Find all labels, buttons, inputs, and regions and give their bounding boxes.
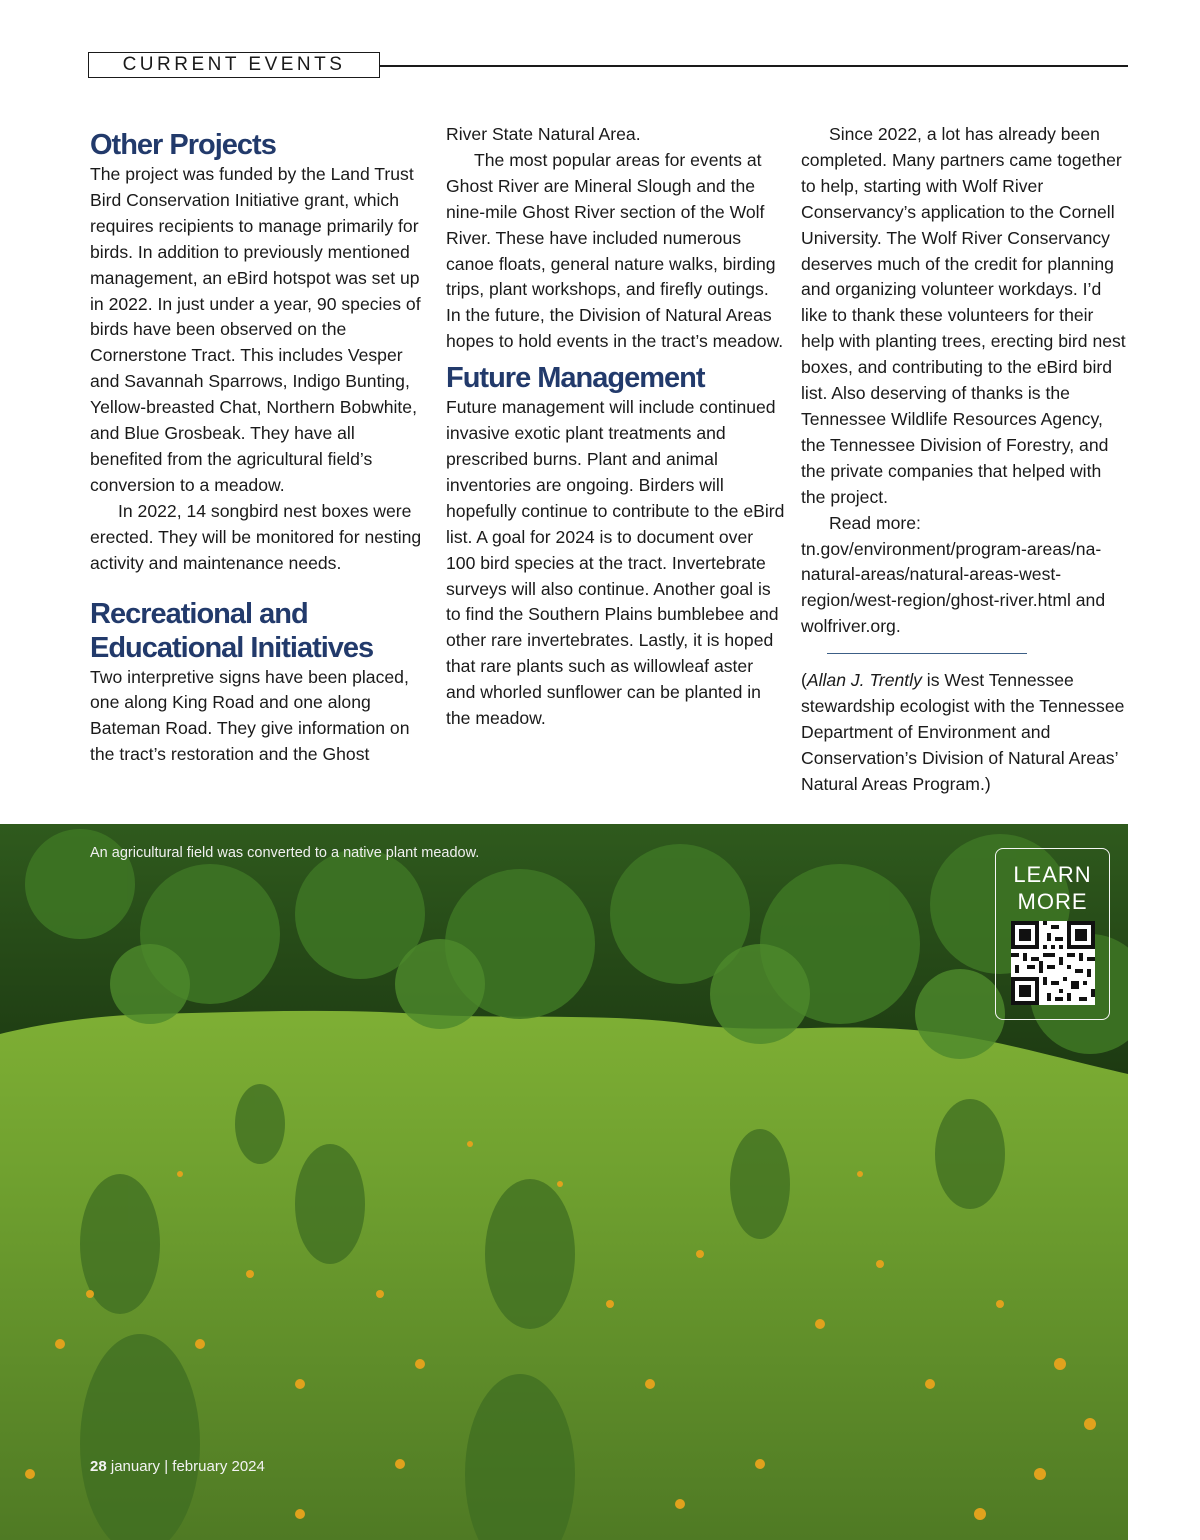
- paragraph: Two interpretive signs have been placed, one along King Road and one along Bateman Road. They give information on the tract’s restoration and the Ghost: [90, 666, 410, 765]
- paragraph: In 2022, 14 songbird nest boxes were erected. They will be monitored for nesting activity and maintenance needs.: [90, 500, 422, 573]
- learn-more-label: LEARN MORE: [1013, 862, 1092, 914]
- photo-caption: An agricultural field was converted to a native plant meadow.: [90, 845, 480, 861]
- heading-other-projects: Other Projects: [90, 129, 276, 161]
- section-header: [88, 52, 380, 78]
- issue-date: january | february 2024: [110, 1458, 265, 1475]
- heading-future-management: Future Management: [446, 362, 705, 395]
- paragraph: The project was funded by the Land Trust Bird Conservation Initiative grant, which requires recipients to manage primarily for birds. In addition to previously mentioned management, an eBird hotspot was set up in 2022. In just under a year, 90 species of birds have been observed on the Cornerstone Tract. This includes Vesper and Savannah Sparrows, Indigo Bunting, Yellow-breasted Chat, Northern Bobwhite, and Blue Grosbeak. They have all benefited from the agricultural field’s conversion to a meadow.: [90, 164, 421, 495]
- header-rule: [380, 65, 1128, 67]
- paragraph: Since 2022, a lot has already been completed. Many partners came together to help, starting with Wolf River Conservancy’s application to the Cornell University. The Wolf River Conservancy deserves much of the credit for planning and organizing volunteer workdays. I’d like to thank these volunteers for their help with planting trees, erecting bird nest boxes, and contributing to the eBird bird list. Also deserving of thanks is the Tennessee Wildlife Resources Agency, the Tennessee Division of Forestry, and the private companies that helped with the project.: [801, 124, 1126, 507]
- page-footer: [90, 1458, 265, 1475]
- paragraph: Future management will include continued invasive exotic plant treatments and prescribed burns. Plant and animal inventories are ongoing. Birders will hopefully continue to contribute to the eBird list. A goal for 2024 is to document over 100 bird species at the tract. Invertebrate surveys will also continue. Another goal is to find the Southern Plains bumblebee and other rare invertebrates. Lastly, it is hoped that rare plants such as willowleaf aster and whorled sunflower can be planted in the meadow.: [446, 397, 785, 729]
- paragraph: River State Natural Area.: [446, 124, 641, 144]
- page-number: 28: [90, 1458, 107, 1475]
- author-name: Allan J. Trently: [806, 670, 922, 691]
- paragraph: The most popular areas for events at Ghost River are Mineral Slough and the nine-mile Ghost River section of the Wolf River. These have included numerous canoe floats, general nature walks, birding trips, plant workshops, and firefly outings. In the future, the Division of Natural Areas hopes to hold events in the tract’s meadow.: [446, 149, 784, 352]
- heading-recreational-initiatives: Recreational and Educational Initiatives: [90, 597, 374, 664]
- read-more-paragraph: Read more: tn.gov/environment/program-areas/na-natural-areas/natural-areas-west-region/west-region/ghost-river.html and wolfriver.org.: [801, 512, 1106, 637]
- learn-more-box[interactable]: [995, 848, 1110, 1020]
- column-1: [90, 122, 430, 768]
- author-bio: (Allan J. Trently is West Tennessee stewardship ecologist with the Tennessee Department of Environment and Conservation’s Division of Natural Areas’ Natural Areas Program.): [801, 670, 1125, 794]
- qr-code-icon[interactable]: [1011, 921, 1095, 1005]
- column-2: [446, 122, 786, 732]
- meadow-photo: [0, 824, 1128, 1540]
- column-3: [801, 122, 1127, 798]
- divider: [827, 653, 1027, 654]
- section-label: CURRENT EVENTS: [122, 54, 346, 75]
